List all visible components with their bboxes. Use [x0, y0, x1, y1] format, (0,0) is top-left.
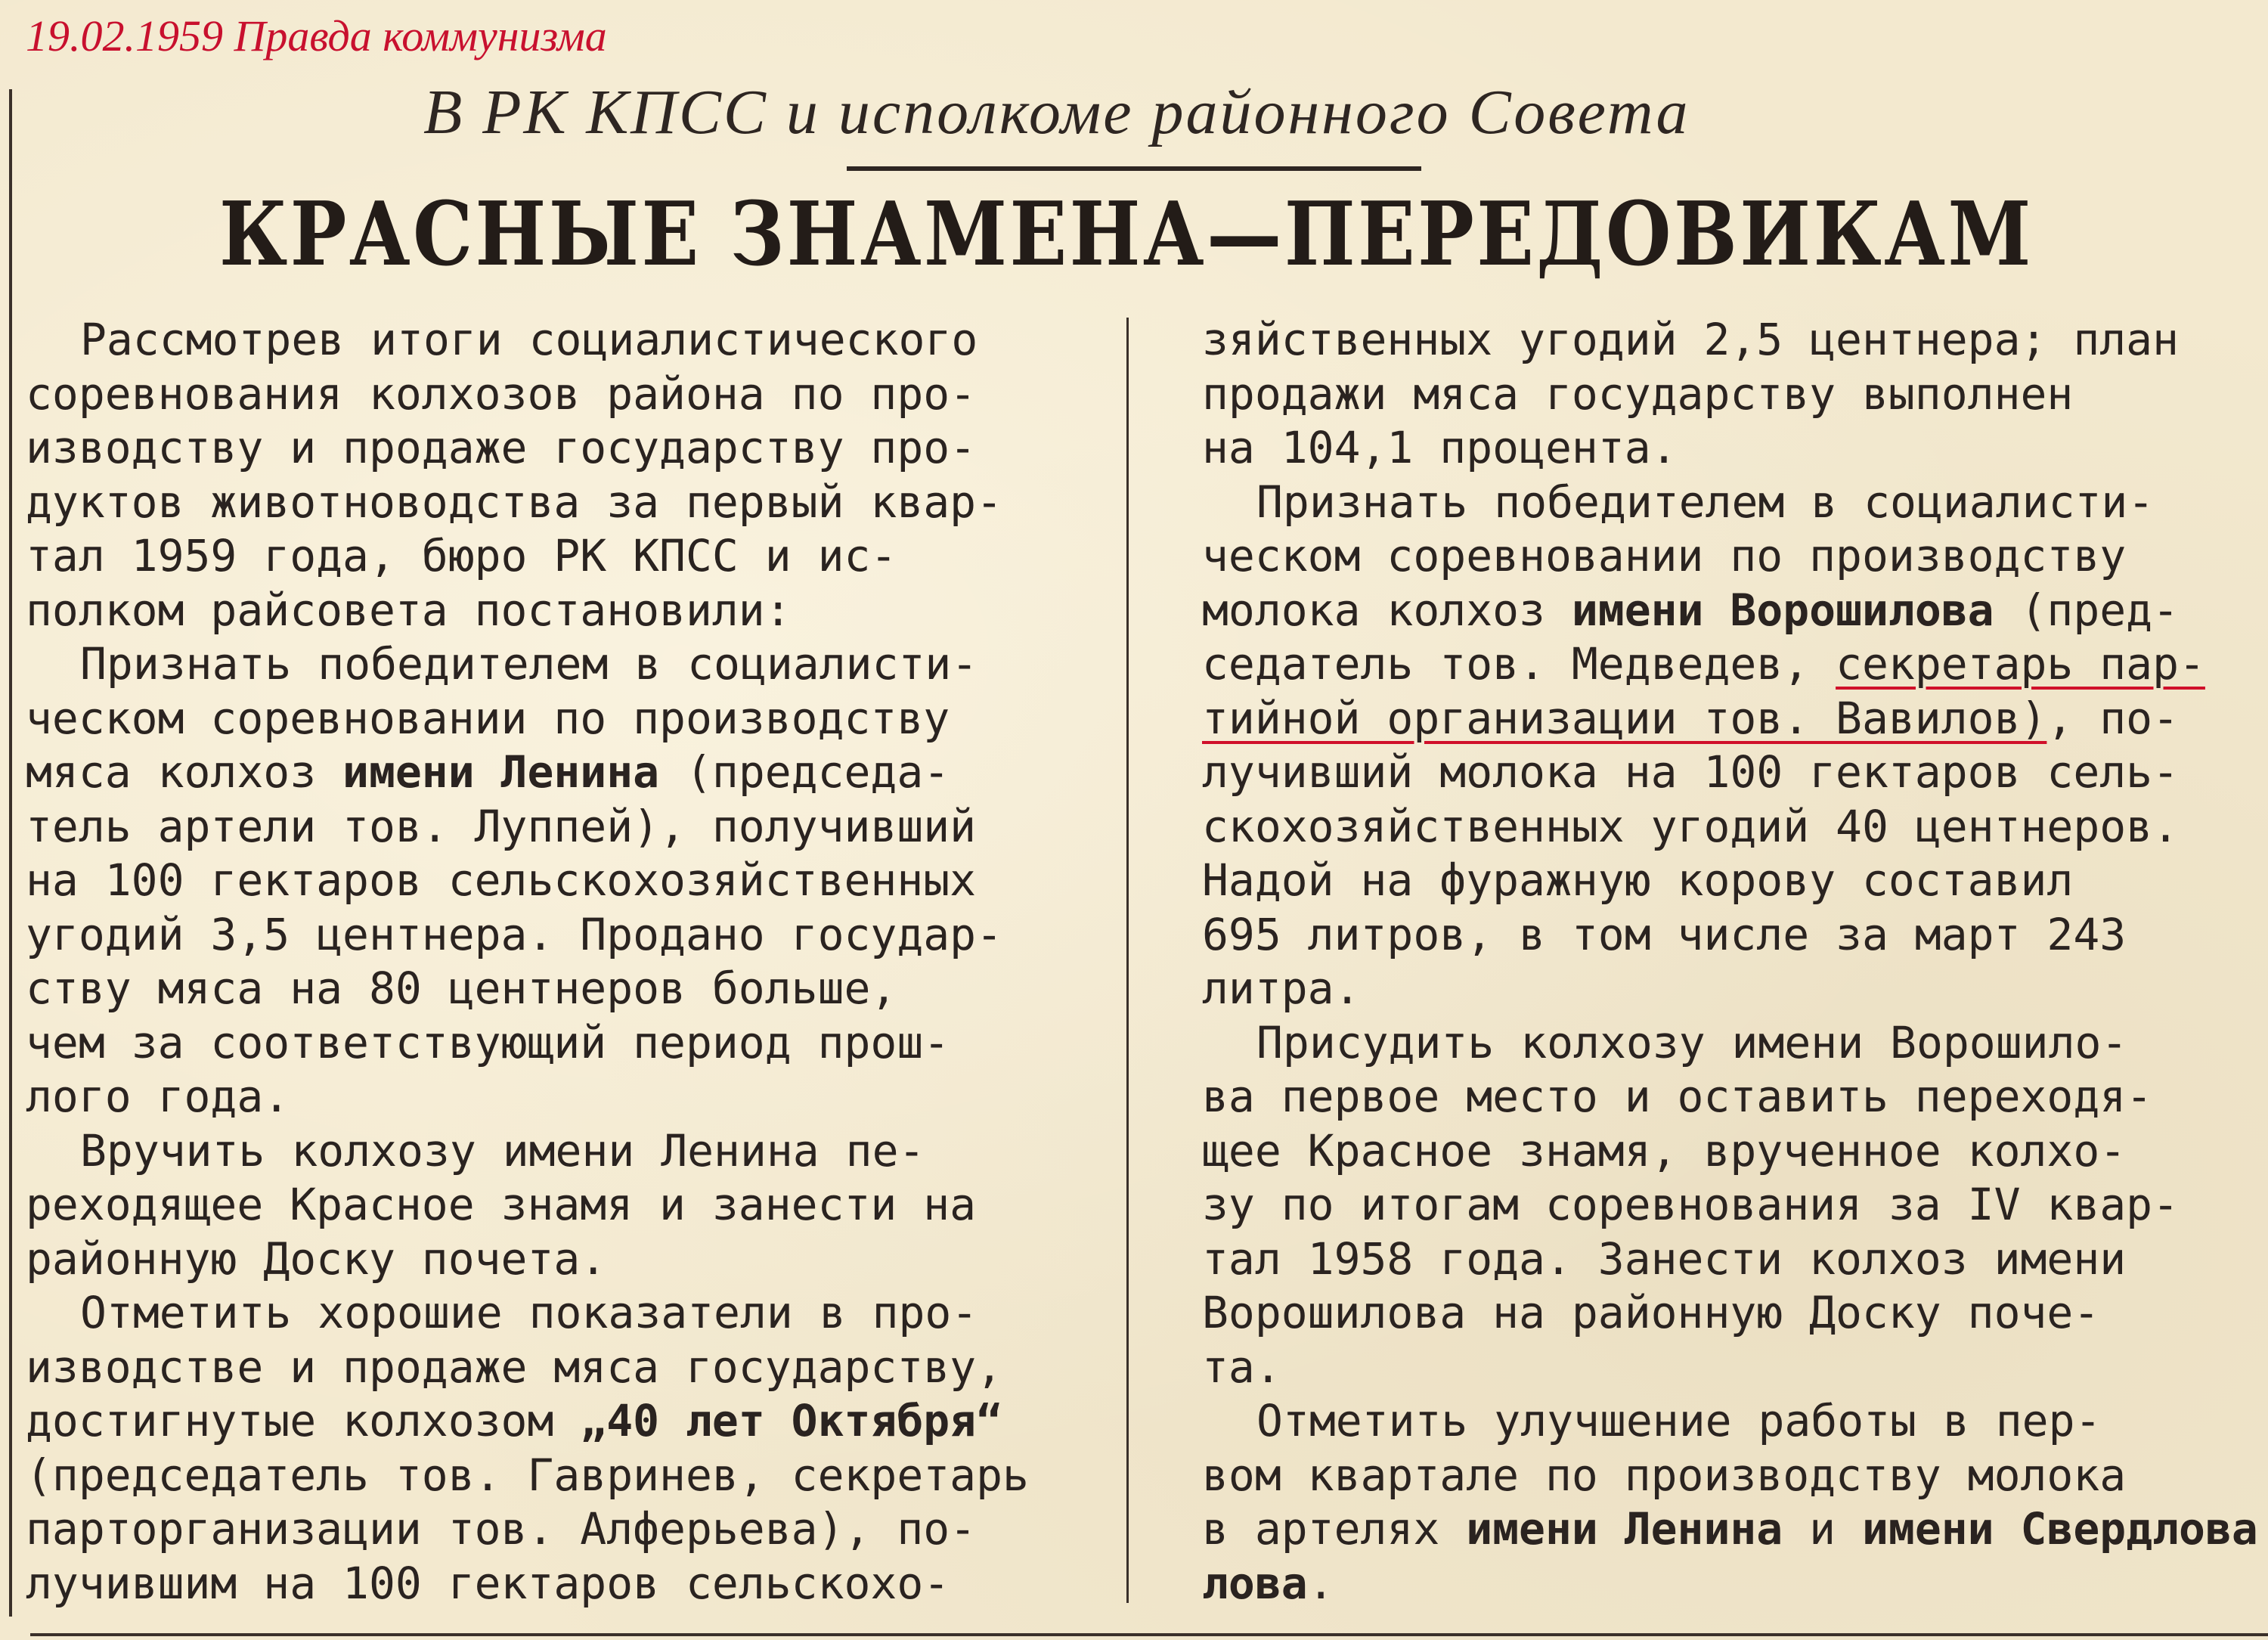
text-line: (председатель тов. Гавринев, секретарь	[26, 1449, 1029, 1501]
article-column-left	[26, 313, 1099, 1611]
text-line: Вручить колхозу имени Ленина пе-	[80, 1124, 925, 1177]
text-line	[1202, 692, 2260, 746]
text-line: зяйственных угодий 2,5 центнера; план	[1202, 314, 2180, 365]
text-line	[1202, 1502, 2260, 1557]
text-line: тал 1958 года. Занести колхоз имени	[1202, 1232, 2127, 1285]
article-column-right	[1202, 313, 2260, 1611]
text-line	[1202, 637, 2260, 692]
text-line: ству мяса на 80 центнеров больше,	[26, 963, 897, 1014]
rubric-underline	[847, 166, 1421, 171]
text-line: Присудить колхозу имени Ворошило-	[1256, 1016, 2128, 1068]
kolkhoz-name-bold: имени Свердлова	[1862, 1503, 2258, 1555]
text-line: Рассмотрев итоги социалистического	[80, 314, 978, 365]
text-line: ва первое место и оставить переходя-	[1202, 1071, 2153, 1122]
bottom-border-rule	[30, 1633, 2268, 1636]
text-line: тель артели тов. Луппей), получивший	[26, 800, 977, 852]
text-line: Отметить улучшение работы в пер-	[1256, 1395, 2102, 1446]
text-fragment: .	[1307, 1557, 1334, 1609]
text-fragment: молока колхоз	[1202, 584, 1545, 636]
text-fragment: достигнутые колхозом	[26, 1395, 554, 1446]
text-line	[1202, 1557, 2260, 1611]
text-line	[26, 1394, 1099, 1449]
kolkhoz-name-bold: имени Ленина	[1466, 1503, 1783, 1555]
text-line: лучившим на 100 гектаров сельскохо-	[26, 1557, 950, 1609]
text-line: дуктов животноводства за первый квар-	[26, 476, 1003, 528]
text-line: реходящее Красное знамя и занести на	[26, 1179, 977, 1230]
text-line: 695 литров, в том числе за март 243	[1202, 908, 2127, 960]
text-line: та.	[1202, 1341, 1281, 1393]
left-border-rule	[9, 89, 12, 1617]
text-line: лучивший молока на 100 гектаров сель-	[1202, 746, 2180, 798]
red-underline-annotation: секретарь пар-	[1836, 638, 2205, 690]
text-fragment: , по-	[2046, 692, 2180, 744]
source-stamp: 19.02.1959 Правда коммунизма	[26, 11, 607, 60]
text-fragment: (пред-	[2020, 584, 2180, 636]
text-line: изводстве и продаже мяса государству,	[26, 1341, 1003, 1393]
text-line: Признать победителем в социалисти-	[1256, 476, 2155, 528]
text-line: ческом соревновании по производству	[1202, 530, 2127, 581]
text-fragment: в артелях	[1202, 1503, 1440, 1555]
text-line: изводству и продаже государству про-	[26, 422, 977, 473]
column-divider	[1126, 318, 1129, 1603]
text-line: зу по итогам соревнования за IV квар-	[1202, 1179, 2180, 1230]
text-line: районную Доску почета.	[26, 1232, 607, 1285]
text-line: полком райсовета постановили:	[26, 584, 792, 636]
section-rubric: В РК КПСС и исполкоме районного Совета	[423, 77, 1690, 147]
kolkhoz-name-bold: имени Ленина	[342, 746, 660, 798]
text-line: вом квартале по производству молока	[1202, 1449, 2127, 1501]
text-line: продажи мяса государству выполнен	[1202, 367, 2074, 420]
text-line: скохозяйственных угодий 40 центнеров.	[1202, 800, 2180, 852]
text-line	[1202, 584, 2260, 638]
kolkhoz-name-bold: лова	[1202, 1557, 1308, 1609]
text-fragment: седатель тов. Медведев,	[1202, 638, 1810, 690]
text-line: чем за соответствующий период прош-	[26, 1016, 950, 1068]
text-fragment: мяса колхоз	[26, 746, 317, 798]
text-line: Отметить хорошие показатели в про-	[80, 1287, 978, 1338]
text-fragment: (председа-	[685, 746, 950, 798]
article-headline: КРАСНЫЕ ЗНАМЕНА—ПЕРЕДОВИКАМ	[219, 183, 2034, 286]
text-line: Ворошилова на районную Доску поче-	[1202, 1287, 2100, 1338]
text-line: соревнования колхозов района по про-	[26, 367, 977, 420]
text-line: лого года.	[26, 1071, 290, 1122]
text-line: литра.	[1202, 963, 1361, 1014]
text-line	[26, 746, 1099, 800]
kolkhoz-name-bold: „40 лет Октября“	[580, 1395, 1003, 1446]
red-underline-annotation: тийной организации тов. Вавилов)	[1202, 692, 2047, 744]
kolkhoz-name-bold: имени Ворошилова	[1571, 584, 1994, 636]
text-line: парторганизации тов. Алферьева), по-	[26, 1503, 977, 1555]
text-line: тал 1959 года, бюро РК КПСС и ис-	[26, 530, 897, 581]
text-line: на 100 гектаров сельскохозяйственных	[26, 854, 977, 906]
text-line: Признать победителем в социалисти-	[80, 638, 978, 690]
text-line: на 104,1 процента.	[1202, 422, 1678, 473]
text-line: щее Красное знамя, врученное колхо-	[1202, 1124, 2127, 1177]
text-line: угодий 3,5 центнера. Продано государ-	[26, 908, 1003, 960]
text-line: ческом соревновании по производству	[26, 692, 950, 744]
text-fragment: и	[1809, 1503, 1836, 1555]
text-line: Надой на фуражную корову составил	[1202, 854, 2074, 906]
